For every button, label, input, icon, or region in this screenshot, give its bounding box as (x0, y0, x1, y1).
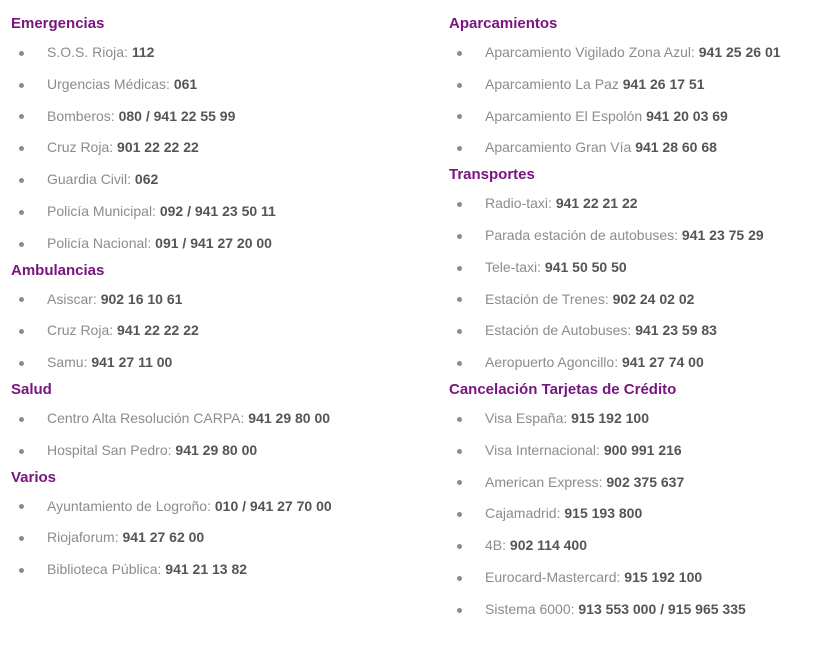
bullet-icon (457, 51, 462, 56)
contact-item (11, 132, 431, 164)
phone-number: 915 192 100 (624, 568, 703, 585)
section-emergencias (11, 13, 431, 260)
phone-number: 061 (173, 75, 198, 92)
phone-number: 941 23 59 83 (635, 322, 717, 339)
phone-number: 080 / 941 22 55 99 (118, 107, 236, 124)
phone-number: 902 114 400 (509, 537, 587, 554)
contact-list (449, 37, 825, 164)
contact-label: Urgencias Médicas: (47, 75, 174, 92)
contact-label: S.O.S. Rioja: (47, 44, 132, 60)
phone-number: 941 50 50 50 (544, 258, 627, 275)
contact-item (449, 284, 825, 316)
contact-label: Cruz Roja: (47, 139, 118, 156)
contact-label: Visa Internacional: (485, 441, 604, 458)
phone-number: 913 553 000 / 915 965 335 (578, 600, 746, 617)
contact-label: Policía Municipal: (47, 202, 160, 219)
section-title: Ambulancias (11, 261, 105, 279)
section-varios (11, 467, 431, 586)
section-salud (11, 379, 431, 467)
contact-item (449, 101, 825, 133)
contact-label: Aparcamiento El Espolón (485, 107, 647, 124)
contact-label: Biblioteca Pública: (47, 561, 166, 578)
right-column (449, 13, 825, 626)
bullet-icon (19, 449, 24, 454)
phone-number: 902 16 10 61 (100, 290, 183, 307)
phone-number: 941 20 03 69 (646, 107, 728, 124)
contact-label: Sistema 6000: (485, 600, 579, 617)
contact-item (11, 315, 431, 347)
contact-item (449, 220, 825, 252)
bullet-icon (457, 114, 462, 119)
bullet-icon (457, 83, 462, 88)
bullet-icon (457, 449, 462, 454)
contact-item (11, 101, 431, 133)
bullet-icon (19, 417, 24, 422)
phone-number: 092 / 941 23 50 11 (159, 202, 276, 219)
contact-item (11, 522, 431, 554)
contact-item (449, 403, 825, 435)
bullet-icon (457, 297, 462, 302)
contact-item (11, 491, 431, 523)
bullet-icon (19, 568, 24, 573)
contact-label: Hospital San Pedro: (47, 441, 176, 458)
bullet-icon (19, 178, 24, 183)
contact-list (11, 284, 431, 379)
contact-item (11, 164, 431, 196)
contact-item (449, 132, 825, 164)
phone-number: 915 193 800 (564, 505, 643, 522)
contact-label: Estación de Trenes: (485, 290, 613, 307)
contact-item (11, 284, 431, 316)
section-title: Cancelación Tarjetas de Crédito (449, 380, 677, 398)
contact-label: Cajamadrid: (485, 505, 565, 522)
contact-item (449, 188, 825, 220)
contact-item (11, 228, 431, 260)
contact-item (449, 435, 825, 467)
contact-label: Radio-taxi: (485, 195, 556, 212)
phone-number: 915 192 100 (571, 409, 649, 426)
bullet-icon (19, 504, 24, 509)
contact-item (449, 530, 825, 562)
section-title: Varios (11, 468, 57, 486)
bullet-icon (457, 234, 462, 239)
contact-item (449, 347, 825, 379)
contact-label: Policía Nacional: (47, 234, 156, 251)
phone-number: 941 28 60 68 (635, 139, 717, 156)
phone-number: 941 25 26 01 (698, 44, 781, 60)
bullet-icon (19, 114, 24, 119)
contact-item (11, 196, 431, 228)
bullet-icon (457, 417, 462, 422)
section-title: Salud (11, 380, 52, 398)
phone-number: 941 22 22 22 (117, 322, 199, 339)
contact-label: American Express: (485, 473, 607, 490)
bullet-icon (19, 146, 24, 151)
contact-item (11, 347, 431, 379)
phone-number: 112 (131, 44, 155, 60)
contact-list (11, 37, 431, 260)
bullet-icon (19, 51, 24, 56)
phone-number: 941 21 13 82 (165, 561, 248, 578)
contact-label: Bomberos: (47, 107, 119, 124)
contact-label: Ayuntamiento de Logroño: (47, 497, 215, 514)
bullet-icon (457, 361, 462, 366)
phone-number: 941 23 75 29 (681, 226, 764, 243)
phone-number: 901 22 22 22 (117, 139, 199, 156)
section-title: Emergencias (11, 15, 105, 32)
contact-item (11, 37, 431, 69)
phone-number: 902 24 02 02 (612, 290, 695, 307)
section-title: Aparcamientos (449, 15, 558, 32)
contact-label: Cruz Roja: (47, 322, 118, 339)
contact-label: Centro Alta Resolución CARPA: (47, 409, 249, 426)
contact-list (449, 188, 825, 379)
bullet-icon (19, 297, 24, 302)
contact-label: Eurocard-Mastercard: (485, 568, 625, 585)
phone-number: 941 29 80 00 (248, 409, 331, 426)
bullet-icon (19, 83, 24, 88)
contact-label: Aparcamiento La Paz (485, 75, 623, 92)
contact-item (449, 37, 825, 69)
phone-number: 902 375 637 (606, 473, 685, 490)
contact-label: Asiscar: (47, 290, 101, 307)
bullet-icon (19, 210, 24, 215)
phone-number: 941 22 21 22 (555, 195, 638, 212)
bullet-icon (19, 536, 24, 541)
contact-label: Aparcamiento Vigilado Zona Azul: (485, 44, 699, 60)
bullet-icon (457, 576, 462, 581)
phone-number: 091 / 941 27 20 00 (155, 234, 272, 251)
contact-item (449, 594, 825, 626)
contact-list (11, 403, 431, 467)
phone-number: 941 27 62 00 (122, 529, 205, 546)
phone-number: 941 27 74 00 (621, 354, 704, 371)
contact-label: Parada estación de autobuses: (485, 226, 682, 243)
phone-number: 941 26 17 51 (622, 75, 705, 92)
section-ambulancias (11, 260, 431, 379)
contact-item (449, 498, 825, 530)
section-transportes (449, 164, 825, 379)
bullet-icon (19, 242, 24, 247)
phone-number: 941 27 11 00 (91, 354, 173, 371)
bullet-icon (457, 480, 462, 485)
phone-number: 941 29 80 00 (175, 441, 258, 458)
bullet-icon (19, 361, 24, 366)
contact-item (11, 403, 431, 435)
bullet-icon (457, 146, 462, 151)
phone-number: 010 / 941 27 70 00 (214, 497, 332, 514)
phone-number: 062 (134, 171, 159, 188)
contact-label: Aparcamiento Gran Vía (485, 139, 636, 156)
contact-list (449, 403, 825, 626)
left-column (11, 13, 431, 586)
contact-label: Aeropuerto Agoncillo: (485, 354, 622, 371)
bullet-icon (457, 266, 462, 271)
bullet-icon (457, 544, 462, 549)
section-title: Transportes (449, 166, 535, 184)
contact-label: Tele-taxi: (485, 258, 545, 275)
bullet-icon (457, 608, 462, 613)
contact-label: Estación de Autobuses: (485, 322, 636, 339)
contact-label: Visa España: (485, 409, 572, 426)
contact-item (449, 69, 825, 101)
contact-item (449, 315, 825, 347)
contact-item (449, 252, 825, 284)
bullet-icon (457, 512, 462, 517)
contact-label: Samu: (47, 354, 92, 371)
contact-label: Riojaforum: (47, 529, 123, 546)
bullet-icon (457, 329, 462, 334)
bullet-icon (19, 329, 24, 334)
contact-item (449, 562, 825, 594)
contact-label: 4B: (485, 537, 510, 554)
section-aparcamientos (449, 13, 825, 164)
contact-label: Guardia Civil: (47, 171, 135, 188)
bullet-icon (457, 202, 462, 207)
contact-item (11, 435, 431, 467)
contact-item (449, 467, 825, 499)
phone-number: 900 991 216 (603, 441, 682, 458)
contact-item (11, 69, 431, 101)
contact-list (11, 491, 431, 586)
contact-item (11, 554, 431, 586)
section-cancelacion-tarjetas-de-credito (449, 379, 825, 626)
